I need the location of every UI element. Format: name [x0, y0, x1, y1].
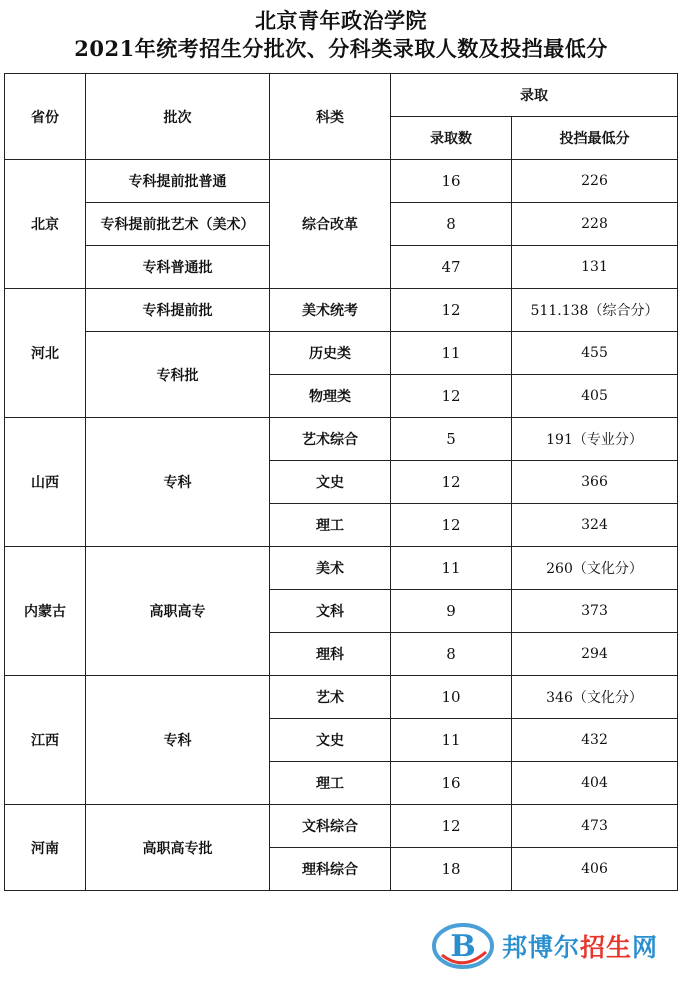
table-row — [5, 418, 678, 461]
cell-subject: 美术 — [270, 547, 391, 590]
cell-score: 473 — [512, 805, 678, 848]
header-min-score: 投挡最低分 — [512, 117, 678, 160]
table-row — [5, 805, 678, 848]
table-row — [5, 160, 678, 203]
cell-count: 11 — [391, 719, 512, 762]
cell-count: 12 — [391, 461, 512, 504]
header-subject: 科类 — [270, 74, 391, 160]
cell-score: 131 — [512, 246, 678, 289]
cell-count: 11 — [391, 332, 512, 375]
cell-batch: 专科 — [86, 418, 270, 547]
cell-count: 18 — [391, 848, 512, 891]
table-row — [5, 289, 678, 332]
cell-count: 9 — [391, 590, 512, 633]
cell-score: 228 — [512, 203, 678, 246]
cell-subject: 艺术综合 — [270, 418, 391, 461]
cell-subject: 艺术 — [270, 676, 391, 719]
cell-score: 366 — [512, 461, 678, 504]
admission-table — [4, 73, 678, 891]
cell-count: 12 — [391, 375, 512, 418]
cell-subject: 理科综合 — [270, 848, 391, 891]
cell-subject: 文科 — [270, 590, 391, 633]
cell-batch: 专科普通批 — [86, 246, 270, 289]
cell-subject: 综合改革 — [270, 160, 391, 289]
cell-province: 河北 — [5, 289, 86, 418]
cell-count: 5 — [391, 418, 512, 461]
table-row — [5, 547, 678, 590]
cell-batch: 专科提前批 — [86, 289, 270, 332]
cell-province: 北京 — [5, 160, 86, 289]
cell-subject: 文科综合 — [270, 805, 391, 848]
header-batch: 批次 — [86, 74, 270, 160]
cell-score: 404 — [512, 762, 678, 805]
header-row — [5, 74, 678, 117]
page-subtitle: 2021年统考招生分批次、分科类录取人数及投挡最低分 — [74, 36, 608, 61]
cell-subject: 历史类 — [270, 332, 391, 375]
cell-subject: 文史 — [270, 719, 391, 762]
cell-score: 432 — [512, 719, 678, 762]
cell-count: 47 — [391, 246, 512, 289]
cell-batch: 专科提前批普通 — [86, 160, 270, 203]
cell-province: 河南 — [5, 805, 86, 891]
table-row — [5, 676, 678, 719]
cell-count: 12 — [391, 805, 512, 848]
watermark-text-red: 招生 — [580, 933, 633, 962]
cell-subject: 理科 — [270, 633, 391, 676]
cell-batch: 专科 — [86, 676, 270, 805]
cell-batch: 高职高专批 — [86, 805, 270, 891]
cell-count: 16 — [391, 762, 512, 805]
cell-count: 10 — [391, 676, 512, 719]
cell-subject: 文史 — [270, 461, 391, 504]
page-title: 北京青年政治学院 — [255, 8, 427, 33]
cell-subject: 理工 — [270, 504, 391, 547]
cell-subject: 物理类 — [270, 375, 391, 418]
watermark-text-blue: 邦博尔 — [502, 933, 581, 962]
cell-score: 405 — [512, 375, 678, 418]
cell-count: 16 — [391, 160, 512, 203]
watermark-text — [502, 928, 658, 964]
cell-batch: 专科提前批艺术（美术） — [86, 203, 270, 246]
header-province: 省份 — [5, 74, 86, 160]
cell-score: 226 — [512, 160, 678, 203]
cell-batch: 高职高专 — [86, 547, 270, 676]
cell-score: 346（文化分） — [512, 676, 678, 719]
cell-score: 511.138（综合分） — [512, 289, 678, 332]
cell-province: 山西 — [5, 418, 86, 547]
cell-count: 8 — [391, 203, 512, 246]
cell-count: 8 — [391, 633, 512, 676]
cell-subject: 理工 — [270, 762, 391, 805]
cell-batch: 专科批 — [86, 332, 270, 418]
cell-score: 455 — [512, 332, 678, 375]
cell-score: 324 — [512, 504, 678, 547]
cell-count: 12 — [391, 504, 512, 547]
cell-score: 406 — [512, 848, 678, 891]
watermark-logo-letter: B — [450, 929, 476, 964]
cell-count: 12 — [391, 289, 512, 332]
cell-score: 260（文化分） — [512, 547, 678, 590]
header-admission: 录取 — [391, 74, 678, 117]
cell-score: 373 — [512, 590, 678, 633]
cell-score: 191（专业分） — [512, 418, 678, 461]
header-count: 录取数 — [391, 117, 512, 160]
cell-count: 11 — [391, 547, 512, 590]
table-row — [5, 332, 678, 375]
cell-subject: 美术统考 — [270, 289, 391, 332]
watermark-text-blue2: 网 — [632, 933, 659, 962]
watermark — [432, 922, 672, 972]
watermark-logo-icon — [432, 922, 494, 970]
cell-score: 294 — [512, 633, 678, 676]
cell-province: 江西 — [5, 676, 86, 805]
cell-province: 内蒙古 — [5, 547, 86, 676]
